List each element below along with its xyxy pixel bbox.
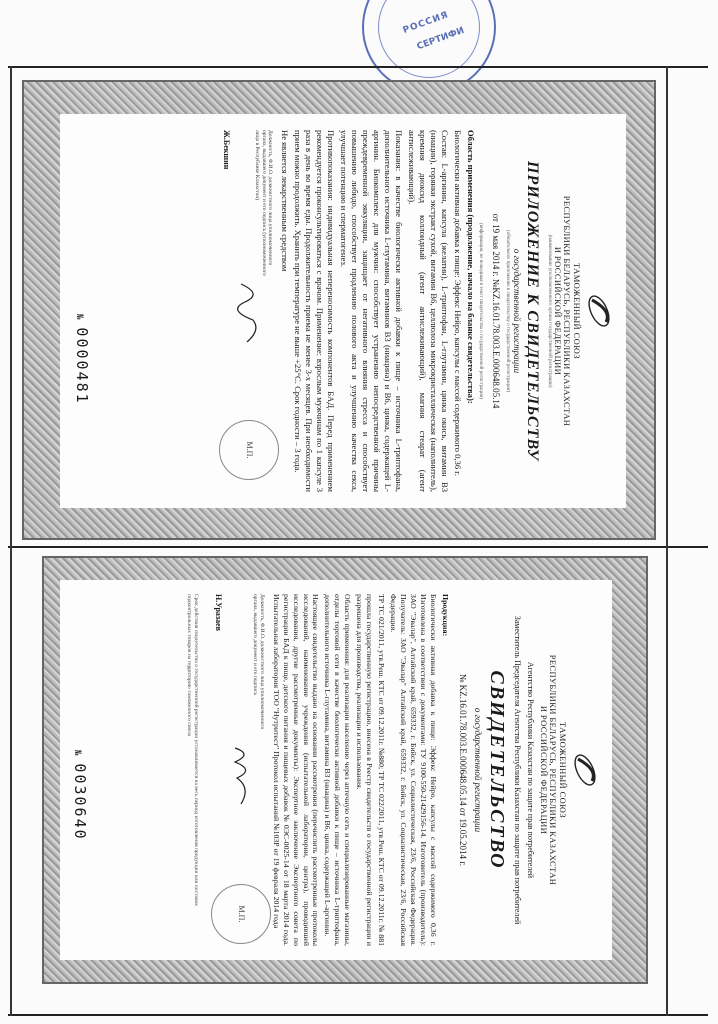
cert-union-line-3: И РОССИЙСКОЙ ФЕДЕРАЦИИ — [538, 705, 549, 835]
stamp-text-1: РОССИЯ — [401, 10, 451, 36]
basis-text: Настоящее свидетельство выдано на основании рассмотрения (перечислить рассмотренные протоколы исследований, наименование учреждения (испытательной лаборатории, центра), проводившей исследования, другие рассмотренные документы): Экспертное заключение Экспертного совета по регистрации БАД к пище, детского питания и пищевых добавок № 0ЭС-0025-14 от 18 марта 2014 года. Испытательная лаборатория ТОО "Нутритест" Протокол испытаний №103Р от 19 февраля 2014 года — [271, 594, 321, 946]
page-edge-bottom — [8, 1014, 708, 1016]
cert-seal-place: М.П. — [211, 884, 271, 944]
date-caption: (информация, не вошедшая в текст свидетельства о государственной регистрации) — [478, 222, 484, 400]
seal-place: М.П. — [219, 420, 279, 480]
appendix-body — [279, 130, 476, 492]
serial-no-sign: № — [74, 314, 85, 322]
subtitle-caption: (обязательное приложение к свидетельству о государственной регистрации) — [505, 229, 511, 393]
serial-number: 0000481 — [73, 327, 92, 405]
date-number-line: от 19 мая 2014 г. №KZ.16.01.78.003.E.000648.05.14 — [490, 213, 501, 409]
page-edge-left — [10, 66, 12, 1016]
issuer-caption: (наименование уполномоченного органа государственной регистрации) — [546, 234, 552, 388]
cert-union-line-1: ТАМОЖЕННЫЙ СОЮЗ — [558, 722, 569, 818]
cert-union-line-2: РЕСПУБЛИКИ БЕЛАРУСЬ, РЕСПУБЛИКИ КАЗАХСТАН — [548, 654, 559, 886]
norms-text: ТР ТС 021/2011, утв.Реш. КТС от 09.12.2011г. №880; ТР ТС 022/2011, утв.Реш. КТС от 09.12.2011г. № 881 — [377, 594, 387, 947]
registry-text: прошла государственную регистрацию, внесена в Реестр свидетельств о государственной регистрации и разрешена для производства, реализации и использования. — [355, 594, 375, 946]
cert-body — [271, 594, 450, 946]
signer-name: Ж.Бекшин — [221, 130, 231, 170]
cert-serial-number: 0030640 — [71, 763, 90, 841]
signature-block — [213, 130, 273, 492]
certificate-document — [60, 580, 612, 960]
union-line-2: РЕСПУБЛИКИ БЕЛАРУСЬ, РЕСПУБЛИКИ КАЗАХСТАН — [562, 195, 573, 427]
cert-signer-name: Н.Уразаев — [213, 594, 223, 631]
appendix-serial — [72, 314, 91, 405]
appendix-document — [60, 114, 626, 508]
contraindications-text: Противопоказания: индивидуальная непереносимость компонентов БАД. Перед применением рекомендуется проконсультироваться с врачом. Применение: взрослым мужчинам по 1 капсуле 3 раза в день во время еды. Продолжительность приема не менее 3-х месяцев. При необходимости прием можно продолжить. Хранить при температуре не выше +25°С. Срок годности – 3 года. — [292, 130, 336, 492]
cert-union-header — [538, 594, 600, 946]
union-header — [552, 130, 614, 492]
cert-agency-deputy: Заместитель Председателя Агентства Республики Казахстан по защите прав потребителей — [513, 615, 523, 925]
document-subtitle: о государственной регистрации — [511, 248, 522, 374]
cert-number-line: № KZ.16.01.78.003.E.000648.05.14 от 19.05.2014 г. — [457, 673, 468, 867]
usage-text: Биологически активная добавка к пище: Эффекс Нейро, капсулы с массой содержимого 0,36 г. — [452, 130, 463, 477]
signer-role: Должность, Ф.И.О. должностного лица уполномоченного органа, выдавшего документ и его подпись (уполномоченного лица в Республике Казахстан) — [254, 130, 273, 276]
page-edge-right — [666, 66, 668, 1016]
cert-usage-text: Область применения: для реализации населению через аптечную сеть и специализированные магазины, отделы торговой сети в качестве биологически активной добавки к пище – источника L-триптофана, дополнительного источника L-глутамина, витамина В3 (ниацина) и В6, цинка, содержащей L-аргинин. — [323, 594, 353, 946]
cert-title: СВИДЕТЕЛЬСТВО — [485, 670, 508, 870]
cert-signer-role: Должность, Ф.И.О. должностного лица уполномоченного органа, выдавшего документ и его подпись — [252, 594, 265, 730]
document-title: ПРИЛОЖЕНИЕ К СВИДЕТЕЛЬСТВУ — [524, 161, 542, 461]
product-text: Биологически активная добавка к пище: Эффекс Нейро, капсулы с массой содержимого 0,36 г. Изготовлена в соответствии с документами: ТУ 9100-550-21429156-14. Изготовитель (производитель): ЗАО "Эвалар", Алтайский край, 659332, г. Бийск, ул. Социалистическая, 23/6, Российская Федерация. Получатель: ЗАО "Эвалар" Алтайский край, 659332, г. Бийск, ул. Социалистическая, 23/6, Российская Федерация. — [389, 594, 439, 946]
union-line-1: ТАМОЖЕННЫЙ СОЮЗ — [572, 263, 583, 359]
composition-text: Состав: L-аргинин, капсула (желатин), L-триптофан, L-глутамин, цинка окись, витамин В3 (ниацин), горянки экстракт сухой, витамин В6, целлюлоза микрокристаллическая (наполнитель), кремния диоксид коллоидный (агент антислеживающий), магния стеарат (агент антислеживающий). — [406, 130, 450, 492]
customs-union-logo-icon — [584, 292, 614, 330]
indications-text: Показания: в качестве биологически активной добавки к пище – источника L-триптофана, дополнительного источника L-глутамина, витаминов В3 (ниацина) и В6, цинка, содержащей L-аргинин. Биокомплекс для мужчин: способствует устранению непосредственной причины преждевременной эякуляции, защищает от негативного влияния стресса и способствует повышению либидо, способствует продлению полового акта и улучшению качества секса, улучшает потенцию и сперматогенез. — [338, 130, 404, 492]
page-fold — [8, 546, 708, 548]
signature-icon — [235, 280, 265, 350]
product-label: Продукция: — [441, 594, 451, 637]
cert-subtitle: о государственной регистрации — [473, 707, 484, 833]
cert-signature-block — [205, 594, 265, 946]
page-edge-top — [8, 66, 708, 68]
usage-title: Область применения (продолжение, начало на бланке свидетельства): — [465, 130, 476, 404]
cert-footer: Срок действия свидетельства о государственной регистрации устанавливается на весь период изготовления продукции или поставок подконтрольных товаров на территорию таможенного союза — [186, 594, 199, 906]
cert-customs-union-logo-icon — [570, 751, 600, 789]
stamp-text-2: СЕРТИФИ — [415, 25, 466, 53]
cert-agency: Агентство Республики Казахстан по защите прав потребителей — [525, 661, 535, 879]
union-line-3: И РОССИЙСКОЙ ФЕДЕРАЦИИ — [552, 246, 563, 376]
not-drug-text: Не является лекарственным средством — [279, 130, 290, 272]
cert-serial — [70, 750, 89, 841]
cert-signature-icon — [227, 744, 257, 814]
cert-serial-no-sign: № — [72, 750, 83, 758]
